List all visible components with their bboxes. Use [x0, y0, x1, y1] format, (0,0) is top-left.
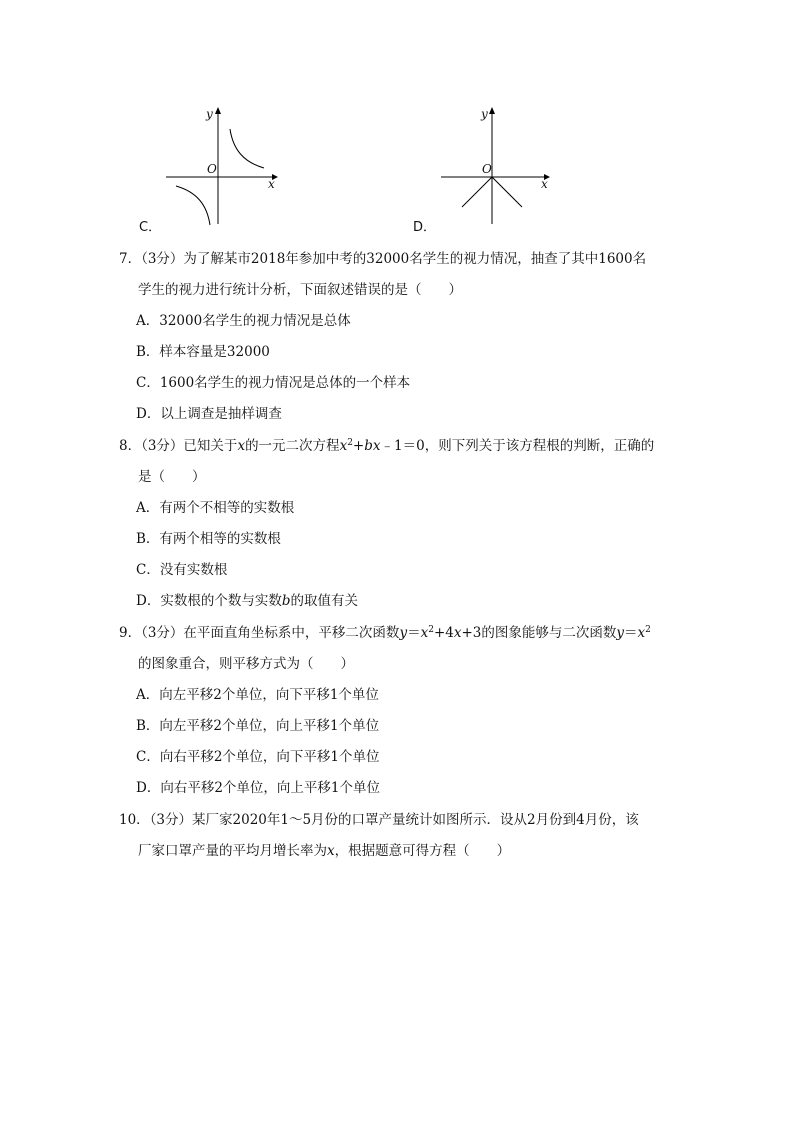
y-axis-arrow	[489, 107, 495, 114]
figure-c-x-label: x	[268, 177, 275, 191]
question-8-option-c: C．没有实数根	[136, 562, 228, 578]
question-7-option-a: A．32000名学生的视力情况是总体	[136, 313, 351, 329]
question-10-line-2	[138, 843, 510, 859]
question-7-line-2: 学生的视力进行统计分析，下面叙述错误的是（ ）	[138, 282, 462, 298]
question-7-option-b: B．样本容量是32000	[136, 344, 270, 360]
question-8-text-b: 的一元二次方程	[245, 438, 340, 454]
figure-d-y-label: y	[481, 107, 488, 121]
question-8-option-d	[136, 593, 358, 609]
function-1-x: x	[420, 625, 429, 641]
function-1-x2: x	[453, 625, 462, 641]
function-1-y: y	[399, 625, 408, 641]
function-2-y: y	[616, 625, 625, 641]
equation-x2: x	[372, 438, 381, 454]
equation-x: x	[339, 438, 348, 454]
figure-c-y-label: y	[206, 107, 213, 121]
question-8-text-rest: ﹣1＝0，则下列关于该方程根的判断，正确的	[380, 438, 655, 454]
equation-b: b	[364, 438, 373, 454]
question-10-text-b: ，根据题意可得方程（ ）	[334, 843, 511, 859]
equation-exponent: 2	[347, 438, 353, 448]
question-8-text-a: （3分）已知关于	[141, 438, 238, 454]
figure-c-origin-label: O	[207, 162, 217, 176]
question-8-option-a: A．有两个不相等的实数根	[136, 500, 295, 516]
question-8-number: 8．	[119, 438, 142, 454]
question-9-option-d: D．向右平移2个单位，向上平移1个单位	[136, 780, 381, 796]
question-9-option-b: B．向左平移2个单位，向上平移1个单位	[136, 718, 380, 734]
question-10-text-a: 厂家口罩产量的平均月增长率为	[138, 843, 327, 859]
option-c-figure-label: C．	[139, 220, 162, 235]
figure-c-hyperbola	[160, 104, 280, 229]
question-7-number: 7．	[119, 251, 142, 267]
question-10-number: 10．	[119, 812, 150, 828]
question-10-text: （3分）某厂家2020年1～5月份的口罩产量统计如图所示．设从2月份到4月份，该	[149, 812, 639, 828]
question-8-line-2: 是（ ）	[138, 469, 206, 485]
question-7-text: （3分）为了解某市2018年参加中考的32000名学生的视力情况，抽查了其中1600名	[141, 251, 647, 267]
hyperbola-branch-q1	[230, 129, 264, 168]
function-2-x: x	[637, 625, 646, 641]
hyperbola-branch-q3	[176, 186, 210, 225]
option-d-text-a: D．实数根的个数与实数	[136, 593, 282, 609]
question-7-line-1	[119, 251, 646, 267]
question-9-number: 9．	[119, 625, 142, 641]
question-8-option-b: B．有两个相等的实数根	[136, 531, 281, 547]
question-10-var-x: x	[327, 843, 335, 859]
v-line-left	[462, 177, 492, 207]
figure-d-x-label: x	[541, 177, 548, 191]
question-7-option-d: D．以上调查是抽样调查	[136, 406, 282, 422]
question-9-line-1	[119, 625, 651, 641]
function-1-exponent: 2	[428, 625, 434, 635]
question-10-line-1	[119, 812, 639, 828]
question-9-option-a: A．向左平移2个单位，向下平移1个单位	[136, 687, 379, 703]
option-d-figure-label: D．	[413, 220, 437, 235]
question-9-line-2: 的图象重合，则平移方式为（ ）	[138, 656, 354, 672]
v-line-right	[492, 177, 522, 207]
question-8-var-x: x	[237, 438, 246, 454]
question-7-option-c: C．1600名学生的视力情况是总体的一个样本	[136, 375, 411, 391]
question-9-text-b: +3的图象能够与二次函数	[461, 625, 617, 641]
question-8-line-1	[119, 438, 654, 454]
equation-plus: +	[352, 438, 365, 454]
function-2-exponent: 2	[645, 625, 651, 635]
option-d-var-b: b	[281, 593, 291, 609]
figure-d-v-shape	[436, 104, 556, 229]
question-9-text-a: （3分）在平面直角坐标系中，平移二次函数	[141, 625, 400, 641]
figure-d-origin-label: O	[482, 162, 492, 176]
function-2-equals: ＝	[624, 625, 638, 641]
y-axis-arrow	[215, 107, 221, 114]
function-1-equals: ＝	[407, 625, 421, 641]
function-1-mid: +4	[433, 625, 454, 641]
question-9-option-c: C．向右平移2个单位，向下平移1个单位	[136, 749, 380, 765]
option-d-text-b: 的取值有关	[290, 593, 358, 609]
